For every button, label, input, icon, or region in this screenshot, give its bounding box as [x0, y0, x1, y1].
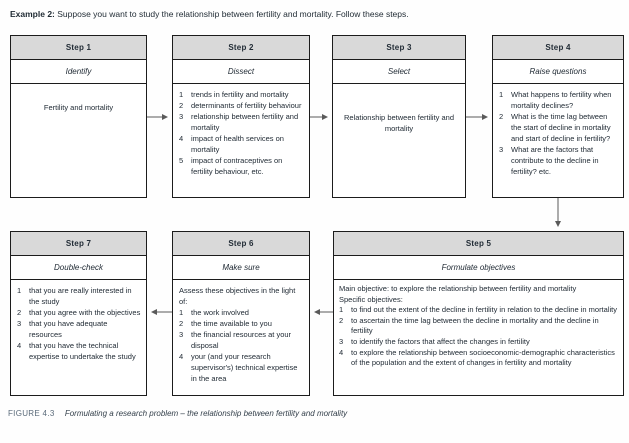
- item-number: 1: [17, 286, 22, 295]
- step2-box: [172, 35, 310, 198]
- list-item: [179, 351, 305, 384]
- item-number: 2: [17, 308, 22, 317]
- list-item: [179, 307, 305, 318]
- item-text: the work involved: [191, 308, 249, 317]
- list-item: [179, 155, 305, 177]
- item-number: 1: [339, 305, 344, 315]
- step1-action: Identify: [11, 60, 146, 84]
- step6-body: [173, 280, 309, 386]
- item-number: 2: [339, 315, 344, 325]
- list-item: [499, 144, 619, 177]
- list-item: [17, 285, 142, 307]
- item-text: to ascertain the time lag between the decline in mortality and the decline in fertility: [351, 315, 599, 336]
- item-text: the time available to you: [191, 319, 272, 328]
- item-number: 1: [179, 308, 184, 317]
- item-number: 3: [339, 336, 344, 346]
- step4-body: [493, 84, 623, 179]
- item-number: 4: [339, 347, 344, 357]
- item-number: 3: [179, 330, 184, 339]
- item-text: What are the factors that contribute to the decline in fertility? etc.: [511, 145, 599, 176]
- list-item: [17, 318, 142, 340]
- item-text: determinants of fertility behaviour: [191, 101, 302, 110]
- step2-action: Dissect: [173, 60, 309, 84]
- list-item: [339, 316, 618, 337]
- step1-box: [10, 35, 147, 198]
- item-number: 5: [179, 156, 184, 165]
- body-intro: Specific objectives:: [339, 294, 403, 304]
- list-item: [499, 111, 619, 144]
- item-text: impact of health services on mortality: [191, 134, 284, 154]
- figure-caption: [8, 408, 623, 419]
- item-text: What is the time lag between the start of decline in mortality and start of decline in fertility?: [511, 112, 611, 143]
- caption-label: FIGURE 4.3: [8, 409, 55, 418]
- step6-box: [172, 231, 310, 396]
- step4-action: Raise questions: [493, 60, 623, 84]
- step7-body: [11, 280, 146, 364]
- item-number: 3: [17, 319, 22, 328]
- example-text: Suppose you want to study the relationship between fertility and mortality. Follow these steps.: [54, 9, 409, 19]
- list-item: [179, 133, 305, 155]
- step1-body: Fertility and mortality: [43, 103, 114, 112]
- item-number: 1: [179, 90, 184, 99]
- body-intro: Assess these objectives in the light of:: [179, 286, 296, 306]
- list-item: [179, 100, 305, 111]
- item-text: relationship between fertility and mortality: [191, 112, 299, 132]
- step6-title: Step 6: [173, 232, 309, 256]
- list-item: [179, 89, 305, 100]
- list-item: [499, 89, 619, 111]
- step3-body: Relationship between fertility and mortality: [343, 113, 455, 133]
- list-item: [339, 305, 618, 316]
- item-text: your (and your research supervisor's) technical expertise in the area: [191, 352, 298, 383]
- item-number: 3: [499, 145, 504, 154]
- item-number: 4: [17, 341, 22, 350]
- step3-action: Select: [333, 60, 465, 84]
- item-number: 4: [179, 352, 184, 361]
- list-item: [17, 340, 142, 362]
- item-text: the financial resources at your disposal: [191, 330, 292, 350]
- item-number: 2: [499, 112, 504, 121]
- step5-body: [334, 280, 623, 371]
- item-text: that you agree with the objectives: [29, 308, 141, 317]
- step2-title: Step 2: [173, 36, 309, 60]
- example-label: Example 2:: [10, 9, 55, 19]
- step7-box: [10, 231, 147, 396]
- item-text: to find out the extent of the decline in fertility in relation to the decline in mortality: [351, 305, 617, 315]
- item-text: What happens to fertility when mortality declines?: [511, 90, 612, 110]
- item-text: that you are really interested in the study: [29, 286, 132, 306]
- step5-box: [333, 231, 624, 396]
- step6-action: Make sure: [173, 256, 309, 280]
- step3-title: Step 3: [333, 36, 465, 60]
- step1-title: Step 1: [11, 36, 146, 60]
- item-text: to identify the factors that affect the changes in fertility: [351, 336, 530, 346]
- item-number: 2: [179, 319, 184, 328]
- item-number: 1: [499, 90, 504, 99]
- list-item: [179, 111, 305, 133]
- item-text: to explore the relationship between socioeconomic-demographic characteristics of the population and the extent of changes in fertility and mortality: [351, 347, 615, 368]
- step4-box: [492, 35, 624, 198]
- list-item: [339, 337, 618, 348]
- list-item: [17, 307, 142, 318]
- item-text: that you have adequate resources: [29, 319, 108, 339]
- list-item: [179, 329, 305, 351]
- step2-body: [173, 84, 309, 179]
- item-number: 4: [179, 134, 184, 143]
- step7-action: Double-check: [11, 256, 146, 280]
- body-intro: Main objective: to explore the relationship between fertility and mortality: [339, 284, 577, 293]
- item-text: trends in fertility and mortality: [191, 90, 289, 99]
- item-number: 2: [179, 101, 184, 110]
- item-text: that you have the technical expertise to undertake the study: [29, 341, 136, 361]
- step5-title: Step 5: [334, 232, 623, 256]
- list-item: [339, 348, 618, 369]
- item-number: 3: [179, 112, 184, 121]
- step3-box: [332, 35, 466, 198]
- caption-text: Formulating a research problem – the relationship between fertility and mortality: [64, 409, 348, 418]
- step4-title: Step 4: [493, 36, 623, 60]
- step7-title: Step 7: [11, 232, 146, 256]
- list-item: [179, 318, 305, 329]
- example-heading: [10, 8, 620, 20]
- step5-action: Formulate objectives: [334, 256, 623, 280]
- item-text: impact of contraceptives on fertility behaviour, etc.: [191, 156, 283, 176]
